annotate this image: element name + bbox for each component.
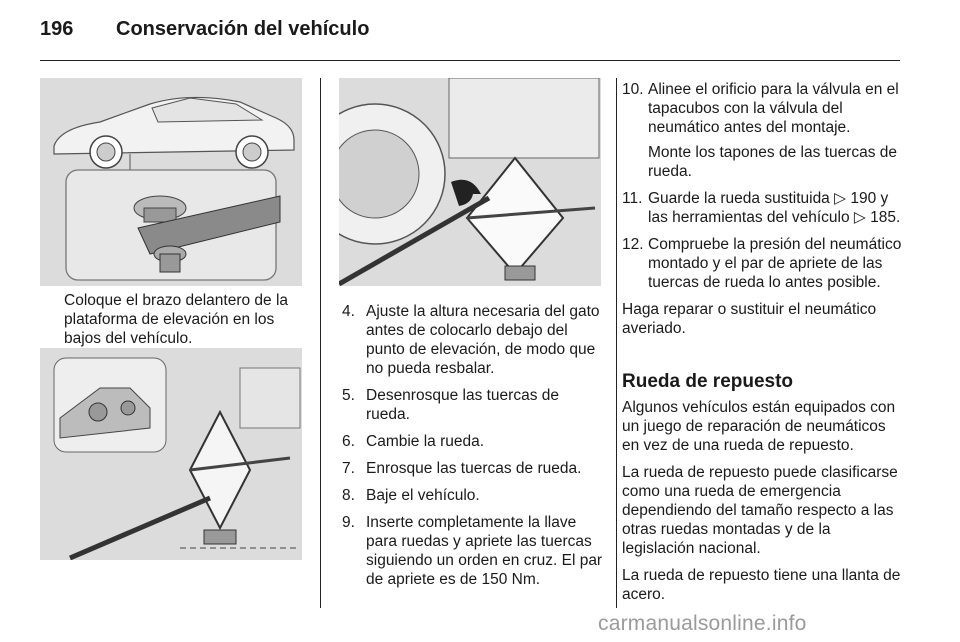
step-text: Cambie la rueda. (366, 433, 485, 450)
list-item (342, 486, 604, 505)
column-divider (616, 78, 617, 608)
spare-wheel-text (622, 398, 904, 612)
list-item (342, 513, 604, 589)
jack-under-car-illustration (40, 348, 302, 560)
step-text: Ajuste la altura necesaria del gato antes de colocarlo debajo del punto de elevación, de modo que no pueda resbalar. (366, 303, 600, 377)
page-reference-link[interactable]: 190 (850, 190, 877, 207)
step-number: 4. (342, 303, 355, 320)
page-reference-link[interactable]: 185. (870, 209, 901, 226)
step-number: 8. (342, 487, 355, 504)
arrow-reference-icon: ▷ (834, 190, 847, 207)
step-text: Enrosque las tuercas de rueda. (366, 460, 582, 477)
section-heading: Rueda de repuesto (622, 371, 794, 392)
steps-list-4-to-9 (342, 302, 604, 597)
list-item (342, 386, 604, 424)
steps-list-10-to-12 (622, 80, 904, 346)
column-divider (320, 78, 321, 608)
step-number: 5. (342, 387, 355, 404)
step-text: Compruebe la presión del neumático montado y el par de apriete de las tuercas de rueda lo antes posible. (648, 236, 902, 291)
list-item (622, 189, 904, 227)
step-number: 9. (342, 514, 355, 531)
paragraph: La rueda de repuesto puede clasificarse como una rueda de emergencia dependiendo del tamaño respecto a las otras ruedas montadas y de la legislación nacional. (622, 464, 898, 557)
step-text: Guarde la rueda sustituida (648, 190, 830, 207)
paragraph: La rueda de repuesto tiene una llanta de acero. (622, 567, 901, 603)
watermark: carmanualsonline.info (598, 612, 807, 635)
step-text: Baje el vehículo. (366, 487, 480, 504)
step-number: 11. (622, 190, 643, 207)
list-item (342, 432, 604, 451)
paragraph: Haga reparar o sustituir el neumático averiado. (622, 301, 877, 337)
step-number: 7. (342, 460, 355, 477)
step-subtext: Monte los tapones de las tuercas de rueda. (648, 144, 898, 180)
page-number: 196 (40, 18, 74, 40)
jack-crank-illustration (339, 78, 601, 286)
list-item (342, 302, 604, 378)
step-number: 12. (622, 236, 644, 253)
step-number: 6. (342, 433, 355, 450)
page-title: Conservación del vehículo (116, 18, 370, 40)
list-item (622, 80, 904, 181)
step-text: Inserte completamente la llave para ruedas y apriete las tuercas siguiendo un orden en cruz. El par de apriete es de 150 Nm. (366, 514, 603, 588)
step-number: 10. (622, 81, 644, 98)
header-rule (40, 60, 900, 61)
list-item (342, 459, 604, 478)
arrow-reference-icon: ▷ (853, 209, 866, 226)
step-text: y las herramientas del vehículo (648, 190, 889, 226)
paragraph: Algunos vehículos están equipados con un juego de reparación de neumáticos en vez de una rueda de repuesto. (622, 399, 896, 454)
car-lift-illustration (40, 78, 302, 286)
step-text: Desenrosque las tuercas de rueda. (366, 387, 560, 423)
page-header (40, 18, 900, 48)
list-item (622, 235, 904, 292)
step-text: Alinee el orificio para la válvula en el tapacubos con la válvula del neumático antes del montaje. (648, 81, 899, 136)
illustration-caption: Coloque el brazo delantero de la plataforma de elevación en los bajos del vehículo. (64, 292, 289, 347)
